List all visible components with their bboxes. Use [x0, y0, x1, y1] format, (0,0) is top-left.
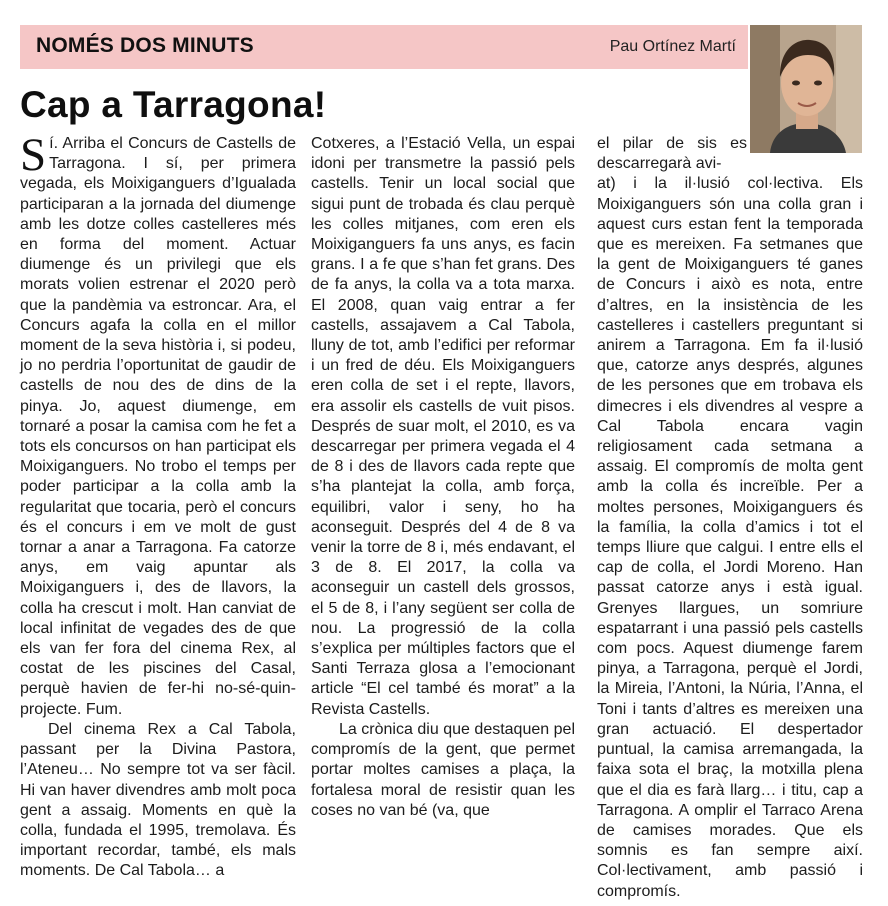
paragraph-2: Del cinema Rex a Cal Tabola, passant per la Divina Pastora, l’Ateneu… No sempre tot va ser fàcil. Hi van haver divendres amb molt poca gent a assaig. Moments en què la colla, fundada el 1995, tremolava. És important recordar, també, els mals moments. De Cal Tabola… a	[20, 720, 296, 880]
drop-cap: S	[20, 129, 47, 181]
section-title: NOMÉS DOS MINUTS	[36, 34, 254, 57]
author-name: Pau Ortínez Martí	[609, 38, 736, 55]
article-column-1	[20, 129, 296, 882]
headline: Cap a Tarragona!	[20, 84, 327, 125]
paragraph-3: La crònica diu que destaquen pel compromís de la gent, que permet portar moltes camises a plaça, la fortalesa moral de resistir quan les coses no van bé (va, que	[311, 720, 575, 819]
article-column-3	[597, 134, 863, 902]
section-header-bar	[20, 25, 748, 69]
paragraph-1	[20, 129, 296, 720]
paragraph-3-continued: el pilar de sis es descarregarà avi-	[597, 135, 747, 173]
article-column-2	[311, 134, 575, 821]
paragraph-3-end: at) i la il·lusió col·lectiva. Els Moixiganguers són una colla gran i aquest curs estan fent la temporada que es mereixen. Fa setmanes que la gent de Moixiganguers té ganes de Concurs i això es nota, entre d’altres, en la insistència de les castelleres i castellers preguntant si anirem a Tarragona. Em fa il·lusió que, catorze anys després, algunes de les persones que em trobava els dimecres i els divendres al vespre a Cal Tabola encara vagin religiosament cada setmana a assaig. El compromís de molta gent amb la colla és increïble. Per a moltes persones, Moixiganguers és la família, la colla d’amics i tot el temps lliure que calgui. I entre ells el cap de colla, el Jordi Moreno. Han passat catorze anys i està igual. Grenyes llargues, un somriure espatarrant i una passió pels castells com pocs. Aquest diumenge farem pinya, a Tarragona, perquè el Jordi, la Mireia, l’Antoni, la Núria, l’Anna, el Toni i tants d’altres es mereixen una gran actuació. El despertador puntual, la camisa arremangada, la faixa sota el braç, la motxilla plena que el dia es farà llarg… i titu, cap a Tarragona. A omplir el Tarraco Arena de camises morades. Que els somnis es fan sempre així. Col·lectivament, amb passió i compromís.	[597, 175, 863, 900]
paragraph-1-text: í. Arriba el Concurs de Castells de Tarragona. I sí, per primera vegada, els Moixiganguers d’Igualada participaran a la jornada del diumenge amb les dotze colles castelleres més en forma del moment. Actuar diumenge és un privilegi que els morats volien estrenar el 2020 però que la pandèmia va estroncar. Ara, el Concurs agafa la colla en el millor moment de la seva història i, si podeu, jo no perdria l’oportunitat de gaudir de castells de nou des de dins de la pinya. Jo, aquest diumenge, em tornaré a posar la camisa com he fet a tots els concursos on han participat els Moixiganguers. No trobo el temps per poder participar a la colla amb la regularitat que tocaria, però el concurs és el concurs i em ve molt de gust tornar a anar a Tarragona. Fa catorze anys, em vaig apuntar als Moixiganguers i, des de llavors, la colla ha crescut i molt. Han canviat de local infinitat de vegades des de que els van fer fora del cinema Rex, al costat de les piscines del Casal, perquè havien de fer-hi no-sé-quin-projecte. Fum.	[20, 135, 296, 718]
paragraph-2-continued: Cotxeres, a l’Estació Vella, un espai idoni per transmetre la passió pels castells. Tenir un local social que sigui punt de trobada és clau perquè les colles mitjanes, com eren els Moixiganguers fa uns anys, es facin grans. I a fe que s’han fet grans. Des de fa anys, la colla va a tota marxa. El 2008, quan vaig entrar a fer castells, assajavem a Cal Tabola, lluny de tot, amb l’edifici per reformar i un fred de déu. Els Moixiganguers eren colla de set i el repte, llavors, era assolir els castells de vuit pisos. Després de suar molt, el 2010, es va descarregar per primera vegada el 4 de 8 i des de llavors cada repte que s’ha plantejat la colla, amb força, equilibri, valor i seny, ho ha aconseguit. Després del 4 de 8 va venir la torre de 8 i, més endavant, el 3 de 8. El 2017, la colla va aconseguir un castell dels grossos, el 5 de 8, i l’any següent ser colla de nou. La progressió de la colla s’explica per múltiples factors que el Santi Terraza glosa a l’emocionant article “El cel també és morat” a la Revista Castells.	[311, 135, 575, 718]
